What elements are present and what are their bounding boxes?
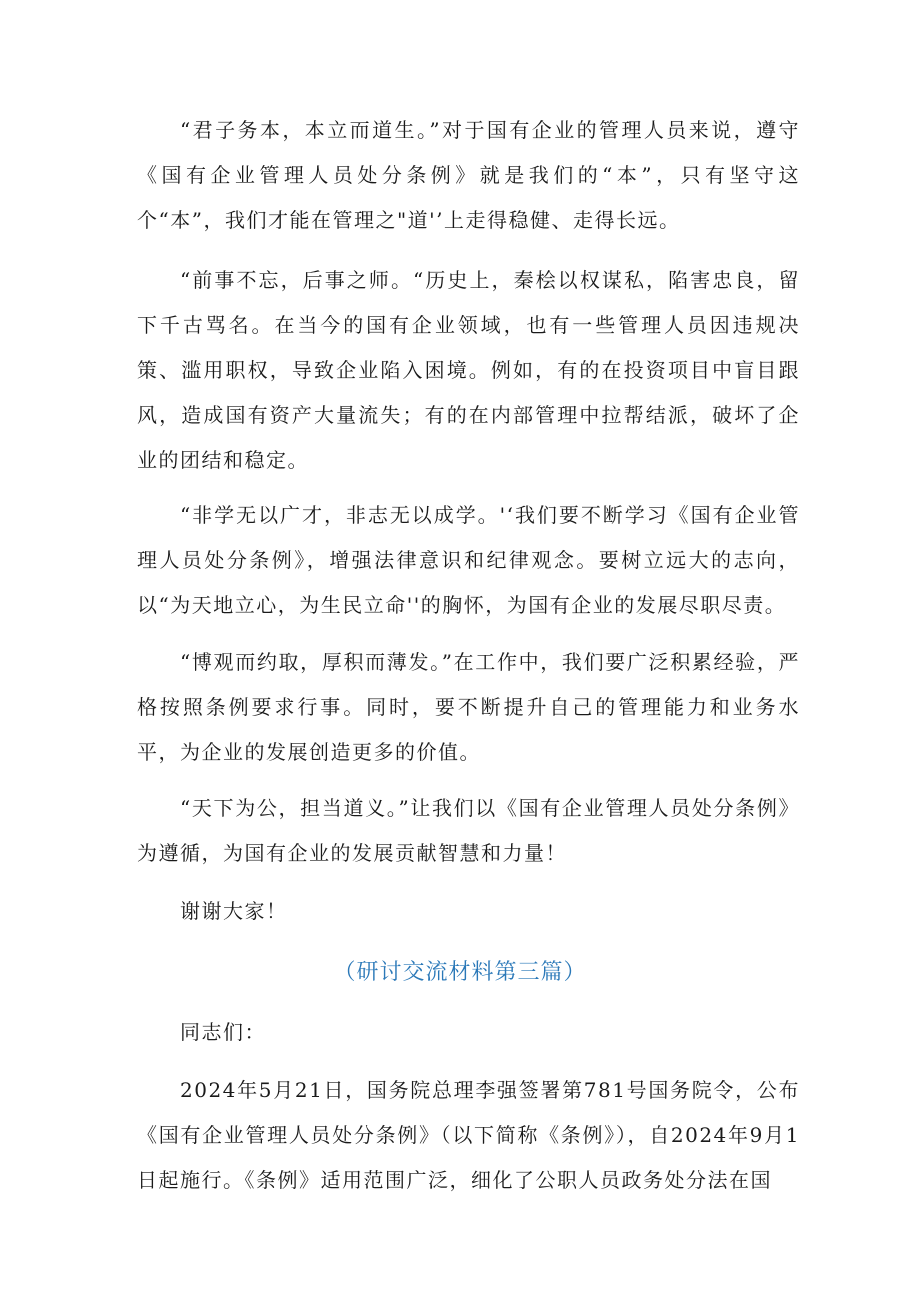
paragraph-5: “天下为公，担当道义。”让我们以《国有企业管理人员处分条例》为遵循，为国有企业的发展贡献智慧和力量！ xyxy=(137,796,800,865)
paragraph-6: 2024年5月21日，国务院总理李强签署第781号国务院令，公布《国有企业管理人员处分条例》（以下简称《条例》），自2024年9月1日起施行。《条例》适用范围广泛，细化了公职人员政务处分法在国 xyxy=(137,1078,800,1192)
paragraph-4: “博观而约取，厚积而薄发。”在工作中，我们要广泛积累经验，严格按照条例要求行事。同时，要不断提升自己的管理能力和业务水平，为企业的发展创造更多的价值。 xyxy=(137,650,800,764)
section-title: （研讨交流材料第三篇） xyxy=(333,960,587,985)
paragraph-1: “君子务本，本立而道生。”对于国有企业的管理人员来说，遵守《国有企业管理人员处分条例》就是我们的“本”，只有坚守这个“本”，我们才能在管理之"道'’上走得稳健、走得长远。 xyxy=(137,118,800,232)
paragraph-2: “前事不忘，后事之师。“历史上，秦桧以权谋私，陷害忠良，留下千古骂名。在当今的国有企业领域，也有一些管理人员因违规决策、滥用职权，导致企业陷入困境。例如，有的在投资项目中盲目跟风，造成国有资产大量流失；有的在内部管理中拉帮结派，破坏了企业的团结和稳定。 xyxy=(137,268,800,472)
salutation: 同志们： xyxy=(180,1020,266,1044)
closing-line: 谢谢大家！ xyxy=(180,899,288,923)
paragraph-3: “非学无以广才，非志无以成学。'‘我们要不断学习《国有企业管理人员处分条例》，增强法律意识和纪律观念。要树立远大的志向，以“为天地立心，为生民立命''的胸怀，为国有企业的发展尽职尽责。 xyxy=(137,503,800,617)
